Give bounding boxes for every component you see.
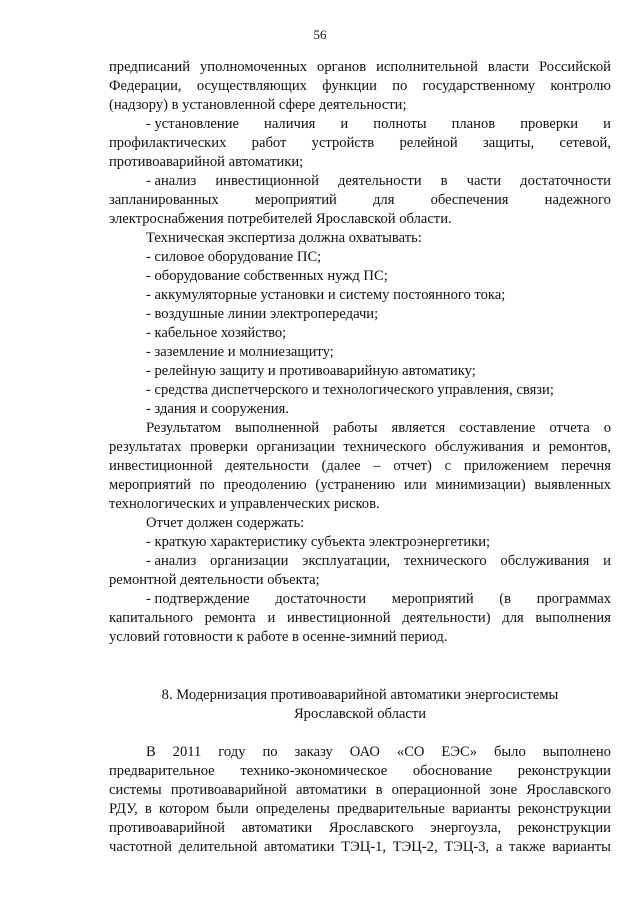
word: (в [499, 591, 512, 607]
text-line [109, 781, 611, 800]
text-line: - кабельное хозяйство; [146, 325, 287, 341]
word: минимизации) [435, 477, 526, 493]
word: или [403, 477, 427, 493]
text-line [109, 609, 611, 628]
section-heading-line: Ярославской области [293, 706, 427, 722]
text-line: (надзору) в установленной сфере деятельности; [109, 97, 407, 113]
word: частотной [109, 839, 172, 855]
word: противоаварийной [109, 820, 225, 836]
word: – [373, 458, 381, 474]
word: предварительное [109, 763, 215, 779]
text-line [109, 58, 611, 77]
word: и [603, 553, 611, 569]
word: перечня [561, 458, 611, 474]
text-line: - средства диспетчерского и технологического управления, связи; [146, 382, 554, 398]
word: ЕЭС» [441, 744, 477, 760]
word: (далее [321, 458, 361, 474]
word: части [466, 173, 502, 189]
word: и [340, 116, 349, 132]
word: делительной [178, 839, 258, 855]
word: выполненной [235, 420, 320, 436]
word: осуществляющих [196, 78, 307, 94]
word: организации [256, 439, 335, 455]
text-line: - силовое оборудование ПС; [146, 249, 322, 265]
word: предварительные [336, 801, 445, 817]
word: - анализ [146, 553, 197, 569]
text-line: - релейную защиту и противоаварийную автоматику; [146, 363, 476, 379]
word: в [375, 782, 383, 798]
text-line: электроснабжения потребителей Ярославской области. [109, 211, 452, 227]
word: выполнено [542, 744, 611, 760]
text-line: - оборудование собственных нужд ПС; [146, 268, 388, 284]
section-heading-line: 8. Модернизация противоаварийной автоматики энергосистемы [161, 687, 559, 703]
word: работ [251, 135, 287, 151]
word: органов [317, 59, 367, 75]
text-line: - здания и сооружения. [146, 401, 289, 417]
text-line: Отчет должен содержать: [146, 515, 305, 531]
word: Ярославского [526, 782, 611, 798]
word: о [603, 420, 611, 436]
text-line: ремонтной деятельности объекта; [109, 572, 320, 588]
word: для [372, 192, 395, 208]
word: варианты [451, 801, 511, 817]
word: реконструкции [517, 820, 611, 836]
word: проверки [520, 116, 579, 132]
word: а [495, 839, 503, 855]
page-number: 56 [313, 27, 327, 42]
text-line [109, 819, 611, 838]
word: выполнения [535, 610, 611, 626]
document-body [109, 58, 611, 857]
word: организации [210, 553, 289, 569]
word: энергоузла, [430, 820, 502, 836]
word: по [262, 744, 278, 760]
word: сетевой, [559, 135, 611, 151]
text-line [109, 743, 611, 762]
word: также [509, 839, 546, 855]
word: отчета [549, 420, 590, 436]
word: для [502, 610, 524, 626]
text-line: противоаварийной автоматики; [109, 154, 304, 170]
word: инвестиционной [286, 610, 391, 626]
word: профилактических [109, 135, 227, 151]
text-line [109, 191, 611, 210]
word: мероприятий [109, 477, 191, 493]
word: по [392, 78, 408, 94]
word: обеспечения [430, 192, 509, 208]
text-line: - заземление и молниезащиту; [146, 344, 334, 360]
word: релейной [399, 135, 458, 151]
word: заказу [294, 744, 333, 760]
word: инвестиционной [109, 458, 213, 474]
word: наличия [264, 116, 316, 132]
text-line: Техническая экспертиза должна охватывать: [146, 230, 422, 246]
word: капитального [109, 610, 193, 626]
word: деятельности [338, 173, 422, 189]
word: достаточности [275, 591, 367, 607]
word: в [440, 173, 448, 189]
word: обслуживания [500, 553, 590, 569]
word: программах [536, 591, 611, 607]
word: В [146, 744, 156, 760]
word: деятельности) [402, 610, 491, 626]
word: определены [255, 801, 330, 817]
text-line [109, 438, 611, 457]
word: исполнительной [376, 59, 478, 75]
text-line [109, 800, 611, 819]
word: по [199, 477, 215, 493]
word: Результатом [146, 420, 222, 436]
word: власти [487, 59, 530, 75]
word: достаточности [520, 173, 611, 189]
text-line [109, 762, 611, 781]
word: ОАО [349, 744, 380, 760]
word: автоматики [263, 839, 335, 855]
word: - подтверждение [146, 591, 250, 607]
word: составление [459, 420, 536, 436]
text-line [109, 590, 611, 609]
word: Российской [539, 59, 611, 75]
text-line: - аккумуляторные установки и систему постоянного тока; [146, 287, 506, 303]
section-heading [109, 686, 611, 724]
word: Ярославского [328, 820, 414, 836]
word: технико-экономическое [240, 763, 388, 779]
word: 2011 [172, 744, 202, 760]
text-line [109, 552, 611, 571]
text-line: условий готовности к работе в осенне-зимний период. [109, 629, 448, 645]
word: с [444, 458, 452, 474]
word: противоаварийной [170, 782, 287, 798]
word: работы [333, 420, 378, 436]
word: ремонтов, [548, 439, 611, 455]
word: и [267, 610, 276, 626]
word: эксплуатации, [302, 553, 391, 569]
word: реконструкции [517, 801, 611, 817]
text-line [109, 134, 611, 153]
word: ТЭЦ-3, [444, 839, 490, 855]
word: планов [451, 116, 496, 132]
word: - установление [146, 116, 239, 132]
text-line [109, 115, 611, 134]
word: мероприятий [254, 192, 337, 208]
word: обслуживания [434, 439, 524, 455]
word: и [532, 439, 541, 455]
word: защиты, [483, 135, 535, 151]
word: были [216, 801, 249, 817]
word: «СО [396, 744, 425, 760]
word: зоне [489, 782, 518, 798]
word: инвестиционной [215, 173, 319, 189]
word: предписаний [109, 59, 190, 75]
word: надежного [544, 192, 611, 208]
word: котором [158, 801, 210, 817]
word: обоснование [412, 763, 493, 779]
word: мероприятий [391, 591, 474, 607]
text-line [109, 77, 611, 96]
modernization-section [109, 743, 611, 857]
text-line [109, 838, 611, 857]
text-line: - краткую характеристику субъекта электроэнергетики; [146, 534, 491, 550]
text-line [109, 419, 611, 438]
section-gap [109, 724, 611, 743]
word: является [391, 420, 446, 436]
word: системы [109, 782, 162, 798]
text-line [109, 172, 611, 191]
word: ТЭЦ-2, [392, 839, 438, 855]
text-line: - воздушные линии электропередачи; [146, 306, 379, 322]
word: РДУ, [109, 801, 138, 817]
text-line [109, 457, 611, 476]
word: и [603, 116, 611, 132]
word: ТЭЦ-1, [341, 839, 387, 855]
word: проверки [190, 439, 248, 455]
word: запланированных [109, 192, 219, 208]
word: устройств [311, 135, 375, 151]
word: приложением [463, 458, 549, 474]
word: государственному [422, 78, 536, 94]
section-gap [109, 647, 611, 686]
word: контролю [550, 78, 611, 94]
word: автоматики [241, 820, 313, 836]
word: году [218, 744, 246, 760]
word: деятельности [225, 458, 309, 474]
word: реконструкции [517, 763, 611, 779]
word: операционной [391, 782, 481, 798]
word: полноты [373, 116, 427, 132]
word: - анализ [146, 173, 197, 189]
text-line: технологических и управленческих рисков. [109, 496, 380, 512]
word: технического [403, 553, 487, 569]
word: автоматики [295, 782, 367, 798]
text-line [109, 476, 611, 495]
word: ремонта [204, 610, 256, 626]
word: преодолению [223, 477, 307, 493]
word: отчет) [393, 458, 432, 474]
word: выявленных [534, 477, 611, 493]
word: в [144, 801, 152, 817]
word: варианты [552, 839, 611, 855]
word: (устранению [315, 477, 396, 493]
requirements-section [109, 58, 611, 647]
word: было [493, 744, 526, 760]
word: функции [322, 78, 377, 94]
word: Федерации, [109, 78, 182, 94]
word: результатах [109, 439, 182, 455]
word: технического [343, 439, 427, 455]
word: уполномоченных [200, 59, 308, 75]
